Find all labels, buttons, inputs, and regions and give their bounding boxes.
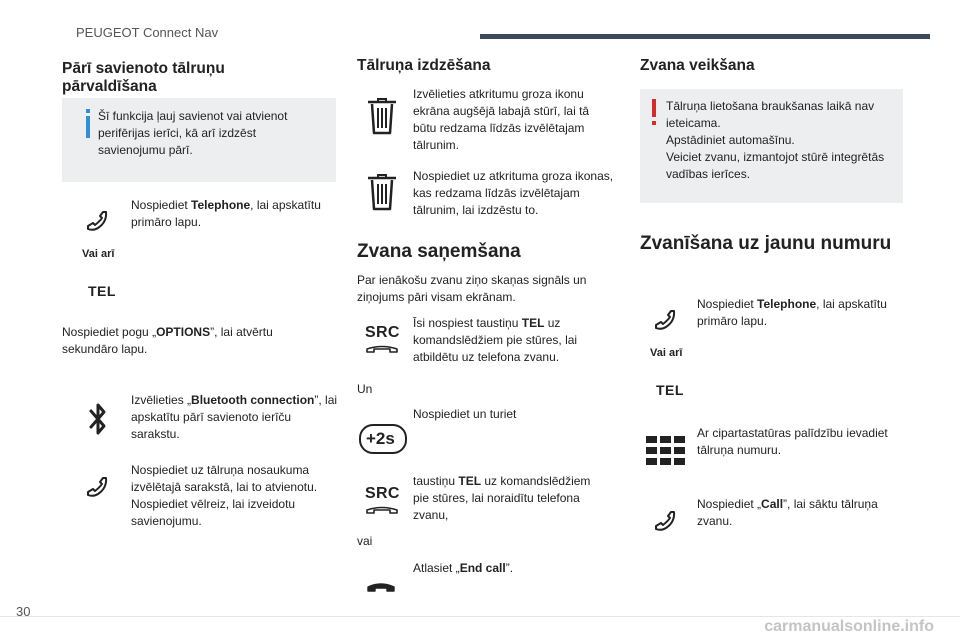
step-select-trash: Izvēlieties atkritumu groza ikonu ekrāna augšējā labajā stūrī, lai tā būtu redzama līdzās izvēlētajam tālrunim. [413,87,590,152]
phone-icon [652,508,678,534]
handset-icon [365,344,399,354]
step-select-phone-name: Nospiediet uz tālruņa nosaukuma izvēlētajā sarakstā, lai to atvienotu. Nospiediet vēlreiz, lai izveidotu savienojumu. [131,463,318,528]
section-heading-delete-phone: Tālruņa izdzēšana [357,57,491,74]
info-note-text: Šī funkcija ļauj savienot vai atvienot perifērijas ierīci, kā arī izdzēst savienojumu pārī. [98,109,288,157]
phone-icon [652,307,678,333]
step-press-telephone: Nospiediet Telephone, lai apskatītu primāro lapu. [131,198,321,229]
incoming-call-intro: Par ienākošu zvanu ziņo skaņas signāls un ziņojums pāri visam ekrānam. [357,273,587,304]
src-button-icon [365,486,401,520]
bluetooth-icon [88,402,108,436]
trash-icon [366,96,398,136]
step-end-call: Atlasiet „End call”. [413,561,514,575]
or-label: vai [357,534,373,548]
phone-icon [84,474,110,500]
step-press-trash: Nospiediet uz atkrituma groza ikonas, kas redzama līdzās izvēlētajam tālrunim, lai izdzēstu to. [413,169,614,217]
page-header-title: PEUGEOT Connect Nav [76,25,219,40]
info-note [62,98,336,182]
or-label: Vai arī [82,248,115,260]
note-marker-bar [86,116,90,138]
and-label: Un [357,382,373,396]
watermark: carmanualsonline.info [764,618,934,635]
src-button-icon [365,325,401,359]
src-label: SRC [365,485,400,502]
step-enter-number: Ar cipartastatūras palīdzību ievadiet tālruņa numuru. [697,426,888,457]
section-heading-new-number: Zvanīšana uz jaunu numuru [640,233,892,254]
hang-up-icon [366,580,396,594]
footer-divider [0,616,960,617]
tel-button-label: TEL [656,382,684,398]
step-short-press-tel: Īsi nospiest taustiņu TEL uz komandslēdžiem pie stūres, lai atbildētu uz telefona zvanu. [413,316,578,364]
warning-note-text: Tālruņa lietošana braukšanas laikā nav ieteicama. Apstādiniet automašīnu. Veiciet zvanu, izmantojot stūrē integrētās vadības ierīces. [666,99,885,181]
step-press-telephone: Nospiediet Telephone, lai apskatītu primāro lapu. [697,297,887,328]
src-label: SRC [365,324,400,341]
phone-icon [84,208,110,234]
header-bar [480,34,930,39]
section-heading-paired-phones: Pārī savienoto tālruņu pārvaldīšana [62,60,225,95]
step-options: Nospiediet pogu „OPTIONS”, lai atvērtu sekundāro lapu. [62,325,273,356]
keypad-icon [646,436,686,466]
tel-button-label: TEL [88,283,116,299]
section-heading-make-call: Zvana veikšana [640,57,755,74]
step-reject-call: taustiņu TEL uz komandslēdžiem pie stūres, lai noraidītu telefona zvanu, [413,474,591,522]
hold-2s-label: +2s [366,429,395,448]
warning-note [640,89,903,203]
step-bluetooth-connection: Izvēlieties „Bluetooth connection”, lai apskatītu pārī savienoto ierīču sarakstu. [131,393,338,441]
step-press-call: Nospiediet „Call”, lai sāktu tālruņa zvanu. [697,497,878,528]
or-label: Vai arī [650,347,683,359]
warning-marker [652,99,656,117]
note-marker [86,109,90,113]
hold-2s-icon [359,424,407,454]
trash-icon [366,172,398,212]
page-number: 30 [16,604,31,619]
step-press-and-hold: Nospiediet un turiet [413,407,517,421]
warning-marker-dot [652,121,656,125]
handset-icon [365,505,399,515]
section-heading-receive-call: Zvana saņemšana [357,241,521,262]
